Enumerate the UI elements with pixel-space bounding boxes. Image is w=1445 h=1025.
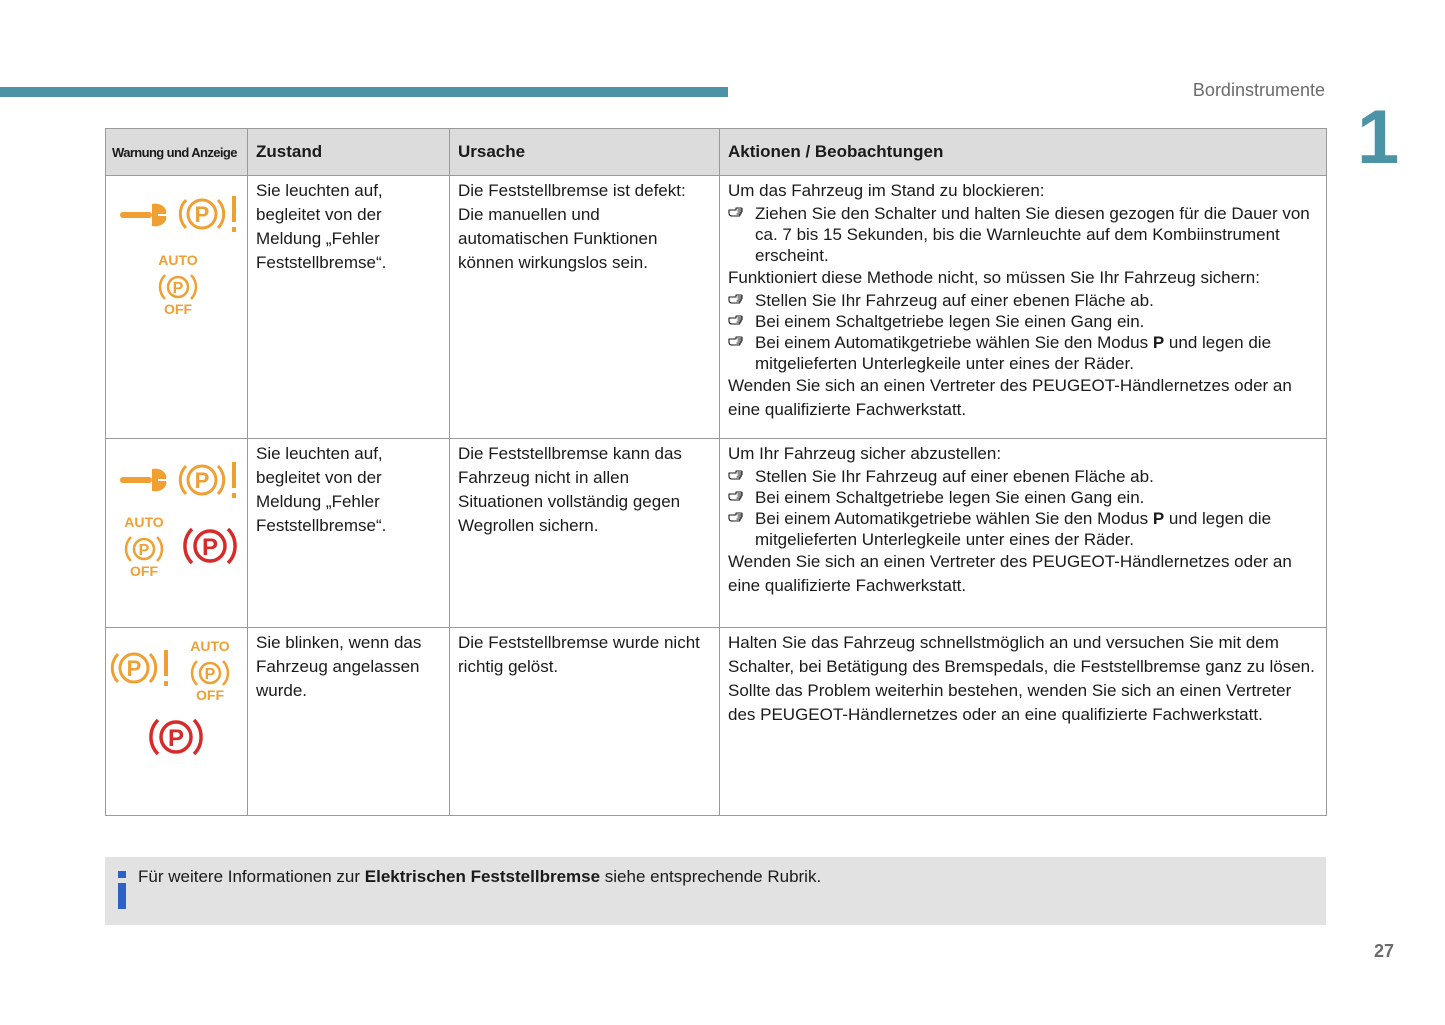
pointing-hand-icon [728,490,744,504]
table-row [106,176,1327,439]
parking-brake-fault-icon [110,645,174,691]
action-paragraph: Funktioniert diese Methode nicht, so müssen Sie Ihr Fahrzeug sichern: [728,268,1260,287]
action-outro: Wenden Sie sich an einen Vertreter des PEUGEOT-Händlernetzes oder an eine qualifizierte Fachwerkstatt. [728,376,1292,419]
off-label: OFF [196,687,224,703]
info-text: Für weitere Informationen zur Elektrischen Feststellbremse siehe entsprechende Rubrik. [138,867,822,886]
list-item: Bei einem Schaltgetriebe legen Sie einen Gang ein. [728,487,1318,508]
page-number: 27 [1374,941,1395,961]
auto-label: AUTO [158,252,198,268]
auto-label: AUTO [124,514,164,530]
off-label: OFF [130,563,158,579]
list-item: Stellen Sie Ihr Fahrzeug auf einer ebenen Fläche ab. [728,290,1318,311]
info-icon [117,871,127,909]
pointing-hand-icon [728,511,744,525]
parking-brake-fault-icon [178,191,242,237]
p-letter: P [194,468,210,493]
state-cell: Sie leuchten auf, begleitet von der Meldung „Fehler Feststellbremse“. [248,439,450,628]
p-letter: P [138,542,150,559]
service-wrench-icon [118,200,170,230]
warning-icons-cell [106,628,248,816]
action-intro: Um Ihr Fahrzeug sicher abzustellen: [728,444,1002,463]
actions-cell [720,628,1327,816]
cause-cell: Die Feststellbremse wurde nicht richtig gelöst. [450,628,720,816]
cause-cell: Die Feststellbremse kann das Fahrzeug nicht in allen Situationen vollständig gegen Wegrollen sichern. [450,439,720,628]
auto-park-off-icon [150,251,206,317]
auto-label: AUTO [190,638,230,654]
pointing-hand-icon [728,469,744,483]
table-row [106,628,1327,816]
info-box [105,857,1326,925]
p-letter: P [201,534,219,561]
warning-icons-cell [106,176,248,439]
p-letter: P [167,725,185,752]
chapter-number: 1 [1357,95,1400,180]
actions-cell [720,439,1327,628]
action-outro: Wenden Sie sich an einen Vertreter des PEUGEOT-Händlernetzes oder an eine qualifizierte Fachwerkstatt. [728,552,1292,595]
section-title: Bordinstrumente [1192,80,1325,100]
p-letter: P [126,656,142,681]
header-warning: Warnung und Anzeige [106,129,248,176]
p-letter: P [172,280,184,297]
off-label: OFF [164,301,192,317]
warning-table [105,128,1327,816]
parking-brake-red-icon [146,712,206,762]
p-letter: P [204,666,216,683]
action-intro: Um das Fahrzeug im Stand zu blockieren: [728,181,1045,200]
parking-brake-red-icon [180,521,240,571]
list-item: Bei einem Automatikgetriebe wählen Sie den Modus P und legen die mitgelieferten Unterlegkeile unter eines der Räder. [728,508,1318,550]
service-wrench-icon [118,465,170,495]
action-paragraph: Halten Sie das Fahrzeug schnellstmöglich an und versuchen Sie mit dem Schalter, bei Betätigung des Bremspedals, die Feststellbremse ganz zu lösen. [728,633,1315,676]
actions-cell [720,176,1327,439]
header-cause: Ursache [450,129,720,176]
auto-park-off-icon [182,637,238,703]
list-item: Bei einem Automatikgetriebe wählen Sie den Modus P und legen die mitgelieferten Unterlegkeile unter eines der Räder. [728,332,1318,374]
state-cell: Sie blinken, wenn das Fahrzeug angelassen wurde. [248,628,450,816]
list-item: Bei einem Schaltgetriebe legen Sie einen Gang ein. [728,311,1318,332]
table-row [106,439,1327,628]
auto-park-off-icon [116,513,172,579]
list-item: Stellen Sie Ihr Fahrzeug auf einer ebenen Fläche ab. [728,466,1318,487]
pointing-hand-icon [728,335,744,349]
warning-icons-cell [106,439,248,628]
pointing-hand-icon [728,206,744,220]
cause-cell: Die Feststellbremse ist defekt: Die manuellen und automatischen Funktionen können wirkungslos sein. [450,176,720,439]
header-accent-bar [0,87,728,97]
pointing-hand-icon [728,293,744,307]
p-letter: P [194,202,210,227]
action-paragraph: Sollte das Problem weiterhin bestehen, wenden Sie sich an einen Vertreter des PEUGEOT-Händlernetzes oder an eine qualifizierte Fachwerkstatt. [728,681,1292,724]
header-actions: Aktionen / Beobachtungen [720,129,1327,176]
table-header-row [106,129,1327,176]
header-state: Zustand [248,129,450,176]
parking-brake-fault-icon [178,457,242,503]
state-cell: Sie leuchten auf, begleitet von der Meldung „Fehler Feststellbremse“. [248,176,450,439]
list-item: Ziehen Sie den Schalter und halten Sie diesen gezogen für die Dauer von ca. 7 bis 15 Sekunden, bis die Warnleuchte auf dem Kombiinstrument erscheint. [728,203,1318,266]
pointing-hand-icon [728,314,744,328]
